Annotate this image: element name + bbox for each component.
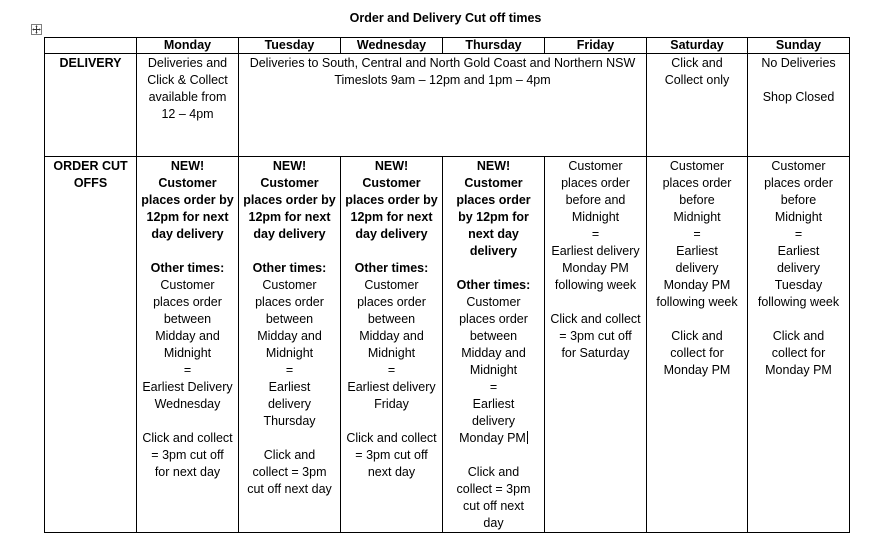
text-line: delivery <box>471 414 516 428</box>
text-line: places order <box>662 176 732 190</box>
text-line: = 3pm cut off <box>151 448 224 462</box>
text-line: Customer <box>160 278 215 292</box>
other-times-label: Other times: <box>150 261 225 275</box>
text-line: places order <box>357 295 426 309</box>
text-line: Midnight <box>774 210 823 224</box>
text-line: Midnight <box>571 210 620 224</box>
cutoff-monday-cell[interactable] <box>137 157 239 533</box>
text-line: Click and <box>671 329 723 343</box>
text-line: places order <box>459 312 528 326</box>
text-line: = 3pm cut off <box>559 329 632 343</box>
text-line: Earliest Delivery <box>142 380 233 394</box>
text-line: cut off next <box>463 499 524 513</box>
text-line: Customer <box>466 295 521 309</box>
text-line: Customer <box>464 176 523 190</box>
header-friday[interactable]: Friday <box>545 38 647 54</box>
text-run: Monday PM <box>459 431 526 445</box>
text-line: places order <box>561 176 630 190</box>
text-line: Midday and <box>257 329 322 343</box>
text-line: Tuesday <box>774 278 823 292</box>
text-line: Click and <box>772 329 825 343</box>
text-line: Click and collect <box>346 431 437 445</box>
text-line: 12pm for next <box>248 210 331 224</box>
text-line-with-caret[interactable] <box>445 430 542 447</box>
text-line: next day <box>367 465 416 479</box>
text-line: before <box>679 193 715 207</box>
text-line: available from <box>148 90 227 104</box>
text-line: collect for <box>670 346 724 360</box>
text-line: delivery <box>776 261 821 275</box>
text-line: Deliveries to South, Central and North Gold Coast and Northern NSW <box>249 56 636 70</box>
text-line: Midnight <box>367 346 416 360</box>
cutoff-row <box>45 157 850 533</box>
text-line: Collect only <box>664 73 730 87</box>
text-line: collect = 3pm <box>456 482 531 496</box>
cutoff-label-cell[interactable] <box>45 157 137 533</box>
document-title: Order and Delivery Cut off times <box>349 11 542 25</box>
header-saturday[interactable]: Saturday <box>647 38 748 54</box>
text-line: day delivery <box>355 227 428 241</box>
cutoff-label: ORDER CUT <box>53 159 128 173</box>
text-line: Monday PM <box>765 363 832 377</box>
text-line: 12pm for next <box>146 210 229 224</box>
cutoff-thursday-cell[interactable] <box>443 157 545 533</box>
text-line: Customer <box>262 278 317 292</box>
text-line: by 12pm for <box>458 210 529 224</box>
text-line: delivery <box>267 397 312 411</box>
cutoff-label: OFFS <box>73 176 108 190</box>
text-line: = <box>489 380 498 394</box>
four-way-arrow-icon <box>32 25 41 34</box>
delivery-label-cell[interactable] <box>45 54 137 157</box>
text-line: Deliveries and <box>147 56 228 70</box>
delivery-monday-cell[interactable] <box>137 54 239 157</box>
text-line: places order by <box>345 193 438 207</box>
cutoff-table <box>44 37 850 533</box>
new-badge-text: NEW! <box>476 159 511 173</box>
text-line: = <box>285 363 294 377</box>
text-line: Midnight <box>469 363 518 377</box>
text-line: day <box>483 516 504 530</box>
header-monday[interactable]: Monday <box>137 38 239 54</box>
cutoff-sunday-cell[interactable] <box>748 157 850 533</box>
cutoff-friday-cell[interactable] <box>545 157 647 533</box>
text-line: Earliest <box>777 244 820 258</box>
text-line: following week <box>757 295 840 309</box>
text-line: delivery <box>675 261 719 275</box>
text-line: places order <box>255 295 324 309</box>
new-badge-text: NEW! <box>272 159 307 173</box>
text-line: places order by <box>141 193 234 207</box>
text-line: 12 – 4pm <box>161 107 214 121</box>
text-line: Click and <box>467 465 520 479</box>
text-line: Midday and <box>359 329 424 343</box>
text-line: day delivery <box>253 227 326 241</box>
text-line: = 3pm cut off <box>355 448 428 462</box>
text-line: = <box>693 227 701 241</box>
text-line: Midday and <box>155 329 220 343</box>
text-line: places order <box>764 176 833 190</box>
text-line: Shop Closed <box>762 90 835 104</box>
text-line: for Saturday <box>561 346 630 360</box>
text-line: Monday PM <box>663 278 731 292</box>
text-line: Wednesday <box>154 397 221 411</box>
text-line: Customer <box>669 159 725 173</box>
cutoff-wednesday-cell[interactable] <box>341 157 443 533</box>
text-line: collect = 3pm <box>252 465 327 479</box>
text-line: Earliest delivery <box>551 244 640 258</box>
text-line: Timeslots 9am – 12pm and 1pm – 4pm <box>334 73 551 87</box>
text-line: Click and <box>263 448 316 462</box>
new-badge-text: NEW! <box>170 159 205 173</box>
text-line: Customer <box>362 176 421 190</box>
text-line: between <box>265 312 314 326</box>
text-line: = <box>591 227 600 241</box>
text-line: Earliest <box>472 397 515 411</box>
new-badge-text: NEW! <box>374 159 409 173</box>
text-line: places order <box>153 295 222 309</box>
text-line: No Deliveries <box>761 56 836 70</box>
text-line: before and <box>565 193 626 207</box>
header-row <box>45 38 850 54</box>
text-line: between <box>469 329 518 343</box>
text-line: Earliest delivery <box>347 380 436 394</box>
text-line: day delivery <box>151 227 224 241</box>
text-line: Customer <box>568 159 623 173</box>
text-line: cut off next day <box>247 482 332 496</box>
text-line: places order by <box>243 193 336 207</box>
text-line: for next day <box>154 465 221 479</box>
header-thursday[interactable]: Thursday <box>443 38 545 54</box>
text-line: Midnight <box>265 346 314 360</box>
text-line: Thursday <box>263 414 316 428</box>
text-line: following week <box>656 295 738 309</box>
header-wednesday[interactable]: Wednesday <box>341 38 443 54</box>
text-line: places order <box>456 193 531 207</box>
text-line: Earliest <box>268 380 311 394</box>
text-line: Friday <box>374 397 409 411</box>
text-line: Customer <box>260 176 319 190</box>
text-line: next day <box>468 227 519 241</box>
text-line: = <box>183 363 192 377</box>
text-line: Click and <box>671 56 723 70</box>
text-line: before <box>780 193 817 207</box>
header-sunday[interactable]: Sunday <box>748 38 850 54</box>
text-line: Customer <box>158 176 217 190</box>
other-times-label: Other times: <box>456 278 531 292</box>
text-line: Customer <box>771 159 826 173</box>
text-line: Midnight <box>163 346 212 360</box>
text-line: = <box>387 363 396 377</box>
text-line: Customer <box>364 278 419 292</box>
text-cursor <box>527 431 528 444</box>
cutoff-tuesday-cell[interactable] <box>239 157 341 533</box>
delivery-sunday-cell[interactable] <box>748 54 850 157</box>
text-line: following week <box>554 278 637 292</box>
text-line: delivery <box>469 244 518 258</box>
other-times-label: Other times: <box>252 261 327 275</box>
delivery-row <box>45 54 850 157</box>
cutoff-saturday-cell[interactable] <box>647 157 748 533</box>
text-line: Click and collect <box>142 431 233 445</box>
text-line: between <box>367 312 416 326</box>
text-line: Monday PM <box>562 261 629 275</box>
text-line: 12pm for next <box>350 210 433 224</box>
corner-cell[interactable] <box>45 38 137 54</box>
delivery-label: DELIVERY <box>59 56 122 70</box>
delivery-tue-fri-cell[interactable] <box>239 54 647 157</box>
text-line: between <box>163 312 212 326</box>
text-line: = <box>794 227 803 241</box>
text-line: Click and collect <box>550 312 641 326</box>
other-times-label: Other times: <box>354 261 429 275</box>
text-line: Earliest <box>676 244 718 258</box>
text-line: collect for <box>771 346 826 360</box>
text-line: Midnight <box>673 210 721 224</box>
delivery-saturday-cell[interactable] <box>647 54 748 157</box>
text-line: Click & Collect <box>147 73 228 87</box>
text-line: Midday and <box>461 346 526 360</box>
text-line: Monday PM <box>663 363 731 377</box>
header-tuesday[interactable]: Tuesday <box>239 38 341 54</box>
